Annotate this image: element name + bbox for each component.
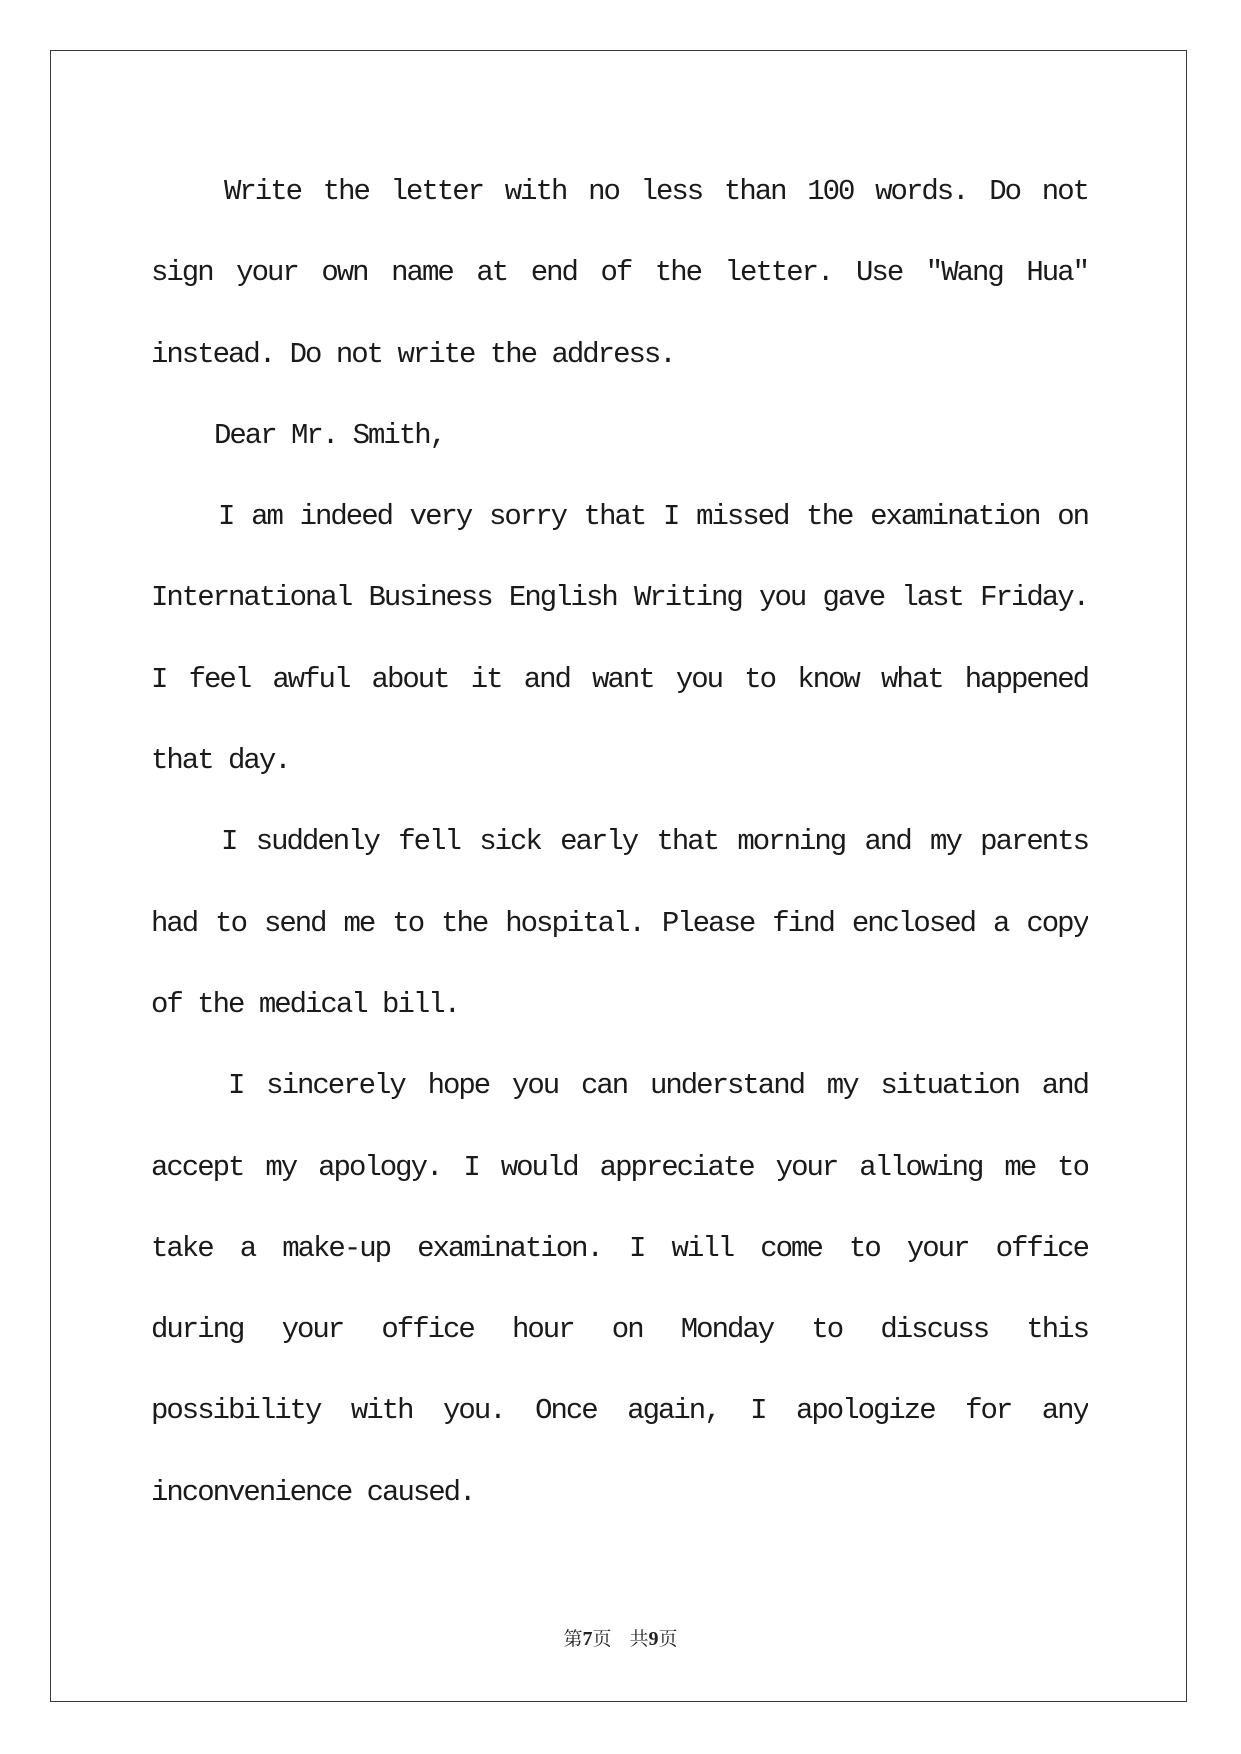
text-line: Write the letter with no less than 100 words. Do not — [224, 175, 1088, 208]
text-line: accept my apology. I would appreciate your allowing me to — [151, 1150, 1088, 1184]
total-label-suffix: 页 — [658, 1628, 678, 1650]
total-label-prefix: 共 — [629, 1628, 649, 1650]
text-line: inconvenience caused. — [151, 1475, 475, 1509]
text-line: I sincerely hope you can understand my situation and — [228, 1069, 1088, 1103]
page-label-prefix: 第 — [563, 1628, 583, 1650]
paragraph-reason — [151, 801, 1088, 1045]
text-line: possibility with you. Once again, I apologize for any — [151, 1394, 1088, 1428]
letter-body — [151, 151, 1088, 1533]
salutation-line: Dear Mr. Smith, — [214, 418, 446, 452]
text-line: sign your own name at end of the letter. Use "Wang Hua" — [151, 256, 1088, 290]
paragraph-apology — [151, 476, 1088, 801]
text-line: I suddenly fell sick early that morning and my parents — [221, 825, 1088, 859]
total-page-count: 9 — [648, 1628, 659, 1650]
text-line: of the medical bill. — [151, 987, 460, 1021]
text-line: that day. — [151, 744, 290, 778]
text-line: had to send me to the hospital. Please find enclosed a copy — [151, 906, 1088, 940]
text-line: during your office hour on Monday to discuss this — [151, 1313, 1088, 1347]
paragraph-instructions — [151, 151, 1088, 395]
paragraph-request — [151, 1045, 1088, 1533]
text-line: International Business English Writing you gave last Friday. — [151, 581, 1088, 615]
paragraph-salutation — [151, 395, 1088, 476]
text-line: instead. Do not write the address. — [151, 337, 675, 371]
page-footer — [0, 1624, 1241, 1651]
page-label-suffix: 页 — [592, 1628, 612, 1650]
text-line: I am indeed very sorry that I missed the examination on — [218, 500, 1088, 534]
current-page-number: 7 — [582, 1628, 593, 1650]
text-line: I feel awful about it and want you to know what happened — [151, 662, 1088, 696]
text-line: take a make-up examination. I will come to your office — [151, 1231, 1088, 1265]
